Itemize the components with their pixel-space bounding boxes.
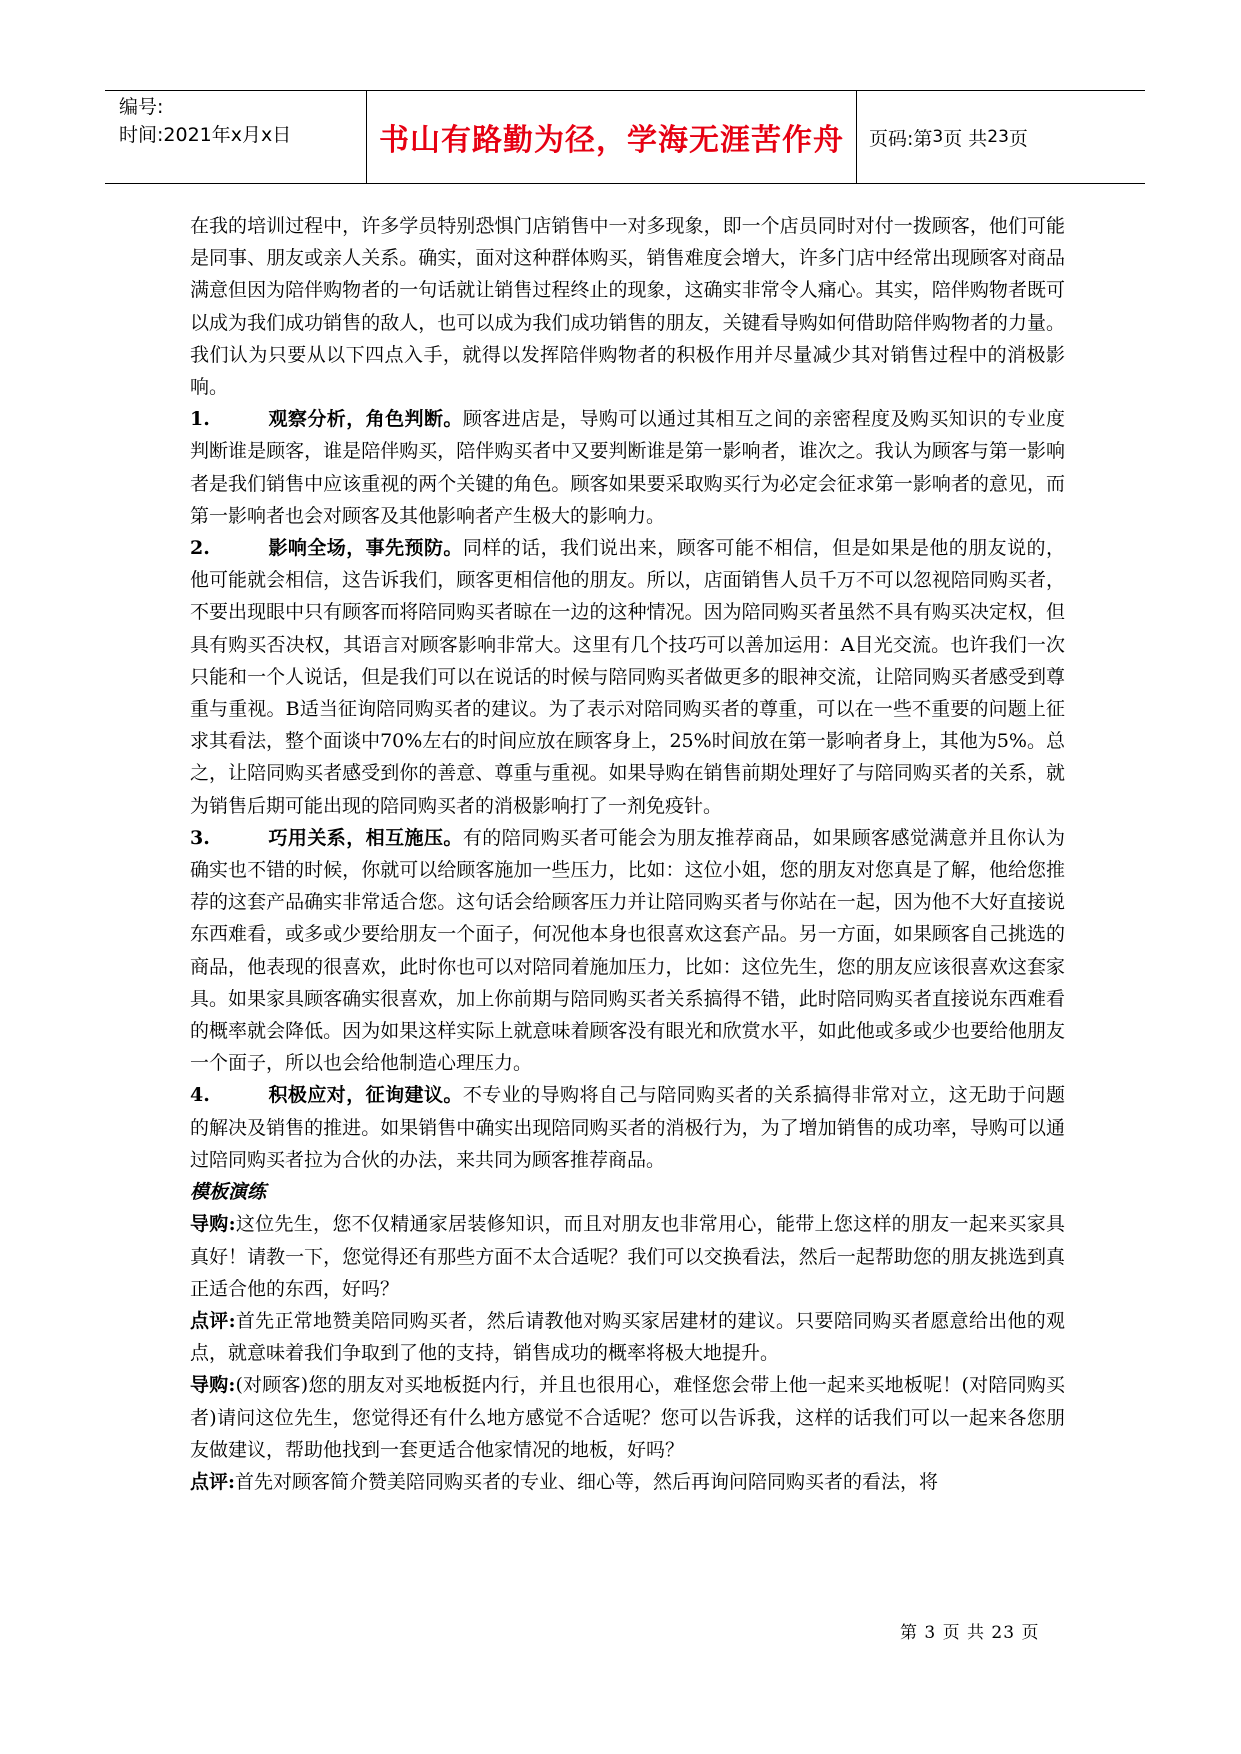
header-motto: 书山有路勤为径，学海无涯苦作舟 [367, 91, 857, 183]
page-header [105, 90, 1145, 184]
list-item [190, 403, 1065, 532]
dialog-text: 这位先生，您不仅精通家居装修知识，而且对朋友也非常用心，能带上您这样的朋友一起来买家具真好！请教一下，您觉得还有那些方面不太合适呢？我们可以交换看法，然后一起帮助您的朋友挑选到真正适合他的东西，好吗？ [190, 1213, 1065, 1300]
page-footer: 第 3 页 共 23 页 [900, 1623, 1040, 1643]
item-number: 3. [190, 826, 210, 849]
item-text: 不专业的导购将自己与陪同购买者的关系搞得非常对立，这无助于问题的解决及销售的推进。如果销售中确实出现陪同购买者的消极行为，为了增加销售的成功率，导购可以通过陪同购买者拉为合伙的办法，来共同为顾客推荐商品。 [190, 1084, 1065, 1171]
dialog-label: 导购: [190, 1213, 236, 1236]
page-mid: 页 共 [943, 127, 988, 150]
list-item [190, 822, 1065, 1080]
dialog-line [190, 1208, 1065, 1305]
item-title: 观察分析，角色判断。 [268, 408, 463, 431]
item-text: 有的陪同购买者可能会为朋友推荐商品，如果顾客感觉满意并且你认为确实也不错的时候，你就可以给顾客施加一些压力，比如：这位小姐，您的朋友对您真是了解，他给您推荐的这套产品确实非常适合您。这句话会给顾客压力并让陪同购买者与你站在一起，因为他不大好直接说东西难看，或多或少要给朋友一个面子，何况他本身也很喜欢这套产品。另一方面，如果顾客自己挑选的商品，他表现的很喜欢，此时你也可以对陪同着施加压力，比如：这位先生，您的朋友应该很喜欢这套家具。如果家具顾客确实很喜欢，加上你前期与陪同购买者关系搞得不错，此时陪同购买者直接说东西难看的概率就会降低。因为如果这样实际上就意味着顾客没有眼光和欣赏水平，如此他或多或少也要给他朋友一个面子，所以也会给他制造心理压力。 [190, 826, 1065, 1075]
dialog-text: 首先对顾客简介赞美陪同购买者的专业、细心等，然后再询问陪同购买者的看法，将 [235, 1470, 939, 1493]
dialog-text: (对顾客)您的朋友对买地板挺内行，并且也很用心，难怪您会带上他一起来买地板呢！(对陪同购买者)请问这位先生，您觉得还有什么地方感觉不合适呢？您可以告诉我，这样的话我们可以一起来各您朋友做建议，帮助他找到一套更适合他家情况的地板，好吗？ [190, 1374, 1065, 1461]
dialog-text: 首先正常地赞美陪同购买者，然后请教他对购买家居建材的建议。只要陪同购买者愿意给出他的观点，就意味着我们争取到了他的支持，销售成功的概率将极大地提升。 [190, 1309, 1065, 1365]
dialog-label: 点评: [190, 1309, 236, 1332]
item-title: 巧用关系，相互施压。 [268, 826, 463, 849]
item-text: 顾客进店是，导购可以通过其相互之间的亲密程度及购买知识的专业度判断谁是顾客，谁是陪伴购买，陪伴购买者中又要判断谁是第一影响者，谁次之。我认为顾客与第一影响者是我们销售中应该重视的两个关键的角色。顾客如果要采取购买行为必定会征求第一影响者的意见，而第一影响者也会对顾客及其他影响者产生极大的影响力。 [190, 408, 1065, 527]
page-suffix: 页 [1008, 127, 1028, 150]
header-page-info [857, 91, 1145, 183]
dialog-line [190, 1369, 1065, 1466]
item-number: 1. [190, 408, 210, 431]
item-title: 影响全场，事先预防。 [268, 537, 463, 560]
list-item [190, 1079, 1065, 1176]
dialog-label: 导购: [190, 1374, 236, 1397]
document-body [190, 210, 1065, 1498]
intro-paragraph: 在我的培训过程中，许多学员特别恐惧门店销售中一对多现象，即一个店员同时对付一拨顾客，他们可能是同事、朋友或亲人关系。确实，面对这种群体购买，销售难度会增大，许多门店中经常出现顾客对商品满意但因为陪伴购物者的一句话就让销售过程终止的现象，这确实非常令人痛心。其实，陪伴购物者既可以成为我们成功销售的敌人，也可以成为我们成功销售的朋友，关键看导购如何借助陪伴购物者的力量。我们认为只要从以下四点入手，就得以发挥陪伴购物者的积极作用并尽量减少其对销售过程中的消极影响。 [190, 215, 1065, 399]
time-label: 时间:2021年x月x日 [119, 124, 292, 146]
page-prefix: 页码:第 [869, 127, 933, 150]
number-label: 编号: [119, 96, 164, 118]
item-number: 2. [190, 537, 210, 560]
item-title: 积极应对，征询建议。 [268, 1084, 463, 1107]
dialog-line [190, 1466, 1065, 1498]
list-item [190, 532, 1065, 822]
dialog-line [190, 1305, 1065, 1369]
page-total: 23 [987, 127, 1009, 147]
item-number: 4. [190, 1084, 210, 1107]
item-text: 同样的话，我们说出来，顾客可能不相信，但是如果是他的朋友说的，他可能就会相信，这告诉我们，顾客更相信他的朋友。所以，店面销售人员千万不可以忽视陪同购买者，不要出现眼中只有顾客而将陪同购买者晾在一边的这种情况。因为陪同购买者虽然不具有购买决定权，但具有购买否决权，其语言对顾客影响非常大。这里有几个技巧可以善加运用：A目光交流。也许我们一次只能和一个人说话，但是我们可以在说话的时候与陪同购买者做更多的眼神交流，让陪同购买者感受到尊重与重视。B适当征询陪同购买者的建议。为了表示对陪同购买者的尊重，可以在一些不重要的问题上征求其看法，整个面谈中70%左右的时间应放在顾客身上，25%时间放在第一影响者身上，其他为5%。总之，让陪同购买者感受到你的善意、尊重与重视。如果导购在销售前期处理好了与陪同购买者的关系，就为销售后期可能出现的陪同购买者的消极影响打了一剂免疫针。 [190, 537, 1065, 817]
page-current: 3 [932, 127, 944, 147]
header-info [105, 91, 367, 183]
template-heading: 模板演练 [190, 1181, 267, 1204]
dialog-label: 点评: [190, 1470, 236, 1493]
